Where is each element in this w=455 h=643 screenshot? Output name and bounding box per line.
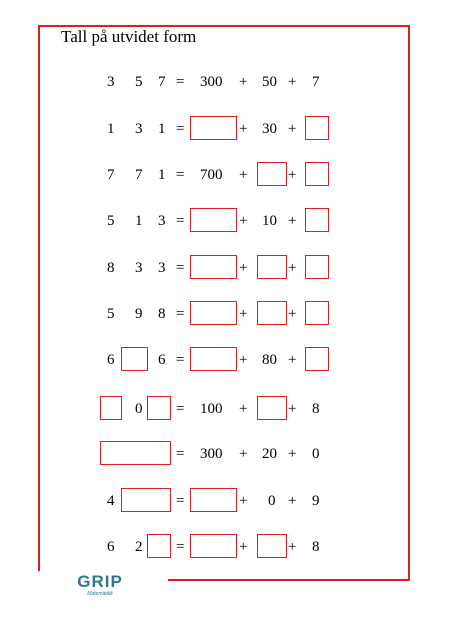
row-8-plus-2: +: [288, 401, 297, 417]
row-6-plus-2: +: [288, 306, 297, 322]
row-9-equals: =: [176, 446, 185, 462]
row-3-tens: 7: [135, 167, 143, 183]
row-3-plus-1: +: [239, 167, 248, 183]
row-7-tens-value: 80: [262, 352, 277, 368]
row-5-ones: 3: [158, 260, 166, 276]
worksheet-title: Tall på utvidet form: [61, 27, 197, 46]
row-8-ones-value: 8: [312, 401, 320, 417]
row-3-equals: =: [176, 167, 185, 183]
row-10-tens-value: 0: [268, 493, 276, 509]
row-6-tens-answer-box[interactable]: [257, 301, 287, 325]
row-11-plus-2: +: [288, 539, 297, 555]
row-11-ones-value: 8: [312, 539, 320, 555]
row-6-plus-1: +: [239, 306, 248, 322]
row-10-ones-value: 9: [312, 493, 320, 509]
row-11-tens-answer-box[interactable]: [257, 534, 287, 558]
row-2-ones: 1: [158, 121, 166, 137]
row-7-plus-2: +: [288, 352, 297, 368]
row-11-tens: 2: [135, 539, 143, 555]
row-5-equals: =: [176, 260, 185, 276]
row-9-tens-value: 20: [262, 446, 277, 462]
row-3-ones: 1: [158, 167, 166, 183]
row-6-hundreds-answer-box[interactable]: [190, 301, 237, 325]
row-3-ones-answer-box[interactable]: [305, 162, 329, 186]
row-10-hundreds-answer-box[interactable]: [190, 488, 237, 512]
row-10-tens-ones-box[interactable]: [121, 488, 171, 512]
row-10-plus-2: +: [288, 493, 297, 509]
row-6-hundreds: 5: [107, 306, 115, 322]
row-4-hundreds-answer-box[interactable]: [190, 208, 237, 232]
row-1-ones-value: 7: [312, 74, 320, 90]
row-2-hundreds: 1: [107, 121, 115, 137]
row-6-ones-answer-box[interactable]: [305, 301, 329, 325]
row-9-plus-1: +: [239, 446, 248, 462]
frame-right-border: [408, 25, 410, 581]
row-1-ones: 7: [158, 74, 166, 90]
row-8-tens: 0: [135, 401, 143, 417]
row-3-tens-answer-box[interactable]: [257, 162, 287, 186]
row-1-plus-2: +: [288, 74, 297, 90]
row-3-plus-2: +: [288, 167, 297, 183]
row-5-tens: 3: [135, 260, 143, 276]
row-8-hundreds-digit-box[interactable]: [100, 396, 122, 420]
row-2-equals: =: [176, 121, 185, 137]
row-8-equals: =: [176, 401, 185, 417]
row-7-tens-digit-box[interactable]: [121, 347, 148, 371]
row-8-tens-answer-box[interactable]: [257, 396, 287, 420]
row-11-equals: =: [176, 539, 185, 555]
row-10-equals: =: [176, 493, 185, 509]
row-1-tens-value: 50: [262, 74, 277, 90]
row-1-tens: 5: [135, 74, 143, 90]
row-4-hundreds: 5: [107, 213, 115, 229]
row-3-hundreds-value: 700: [200, 167, 223, 183]
row-4-plus-1: +: [239, 213, 248, 229]
row-3-hundreds: 7: [107, 167, 115, 183]
row-7-hundreds-answer-box[interactable]: [190, 347, 237, 371]
row-7-equals: =: [176, 352, 185, 368]
row-7-ones-answer-box[interactable]: [305, 347, 329, 371]
row-1-hundreds: 3: [107, 74, 115, 90]
row-5-hundreds: 8: [107, 260, 115, 276]
row-7-hundreds: 6: [107, 352, 115, 368]
frame-left-border: [38, 25, 40, 571]
row-6-ones: 8: [158, 306, 166, 322]
row-11-plus-1: +: [239, 539, 248, 555]
row-1-hundreds-value: 300: [200, 74, 223, 90]
row-4-tens-value: 10: [262, 213, 277, 229]
row-2-plus-1: +: [239, 121, 248, 137]
row-11-ones-digit-box[interactable]: [147, 534, 171, 558]
row-10-plus-1: +: [239, 493, 248, 509]
row-7-plus-1: +: [239, 352, 248, 368]
row-8-ones-digit-box[interactable]: [147, 396, 171, 420]
row-10-hundreds: 4: [107, 493, 115, 509]
frame-bottom-border: [168, 579, 410, 581]
row-2-ones-answer-box[interactable]: [305, 116, 329, 140]
row-1-plus-1: +: [239, 74, 248, 90]
row-8-hundreds-value: 100: [200, 401, 223, 417]
row-11-hundreds: 6: [107, 539, 115, 555]
row-2-hundreds-answer-box[interactable]: [190, 116, 237, 140]
row-6-equals: =: [176, 306, 185, 322]
row-8-plus-1: +: [239, 401, 248, 417]
row-4-tens: 1: [135, 213, 143, 229]
row-5-tens-answer-box[interactable]: [257, 255, 287, 279]
row-1-equals: =: [176, 74, 185, 90]
logo-subtitle: Matematikk: [87, 591, 113, 597]
row-9-ones-value: 0: [312, 446, 320, 462]
row-4-plus-2: +: [288, 213, 297, 229]
grip-logo: [70, 573, 130, 603]
row-5-plus-2: +: [288, 260, 297, 276]
row-2-plus-2: +: [288, 121, 297, 137]
row-4-ones: 3: [158, 213, 166, 229]
logo-text: GRIP: [77, 572, 123, 591]
row-7-ones: 6: [158, 352, 166, 368]
row-11-hundreds-answer-box[interactable]: [190, 534, 237, 558]
row-4-ones-answer-box[interactable]: [305, 208, 329, 232]
row-2-tens-value: 30: [262, 121, 277, 137]
row-9-hundreds-value: 300: [200, 446, 223, 462]
row-2-tens: 3: [135, 121, 143, 137]
row-9-number-box[interactable]: [100, 441, 171, 465]
row-6-tens: 9: [135, 306, 143, 322]
row-4-equals: =: [176, 213, 185, 229]
row-9-plus-2: +: [288, 446, 297, 462]
row-5-ones-answer-box[interactable]: [305, 255, 329, 279]
row-5-plus-1: +: [239, 260, 248, 276]
row-5-hundreds-answer-box[interactable]: [190, 255, 237, 279]
